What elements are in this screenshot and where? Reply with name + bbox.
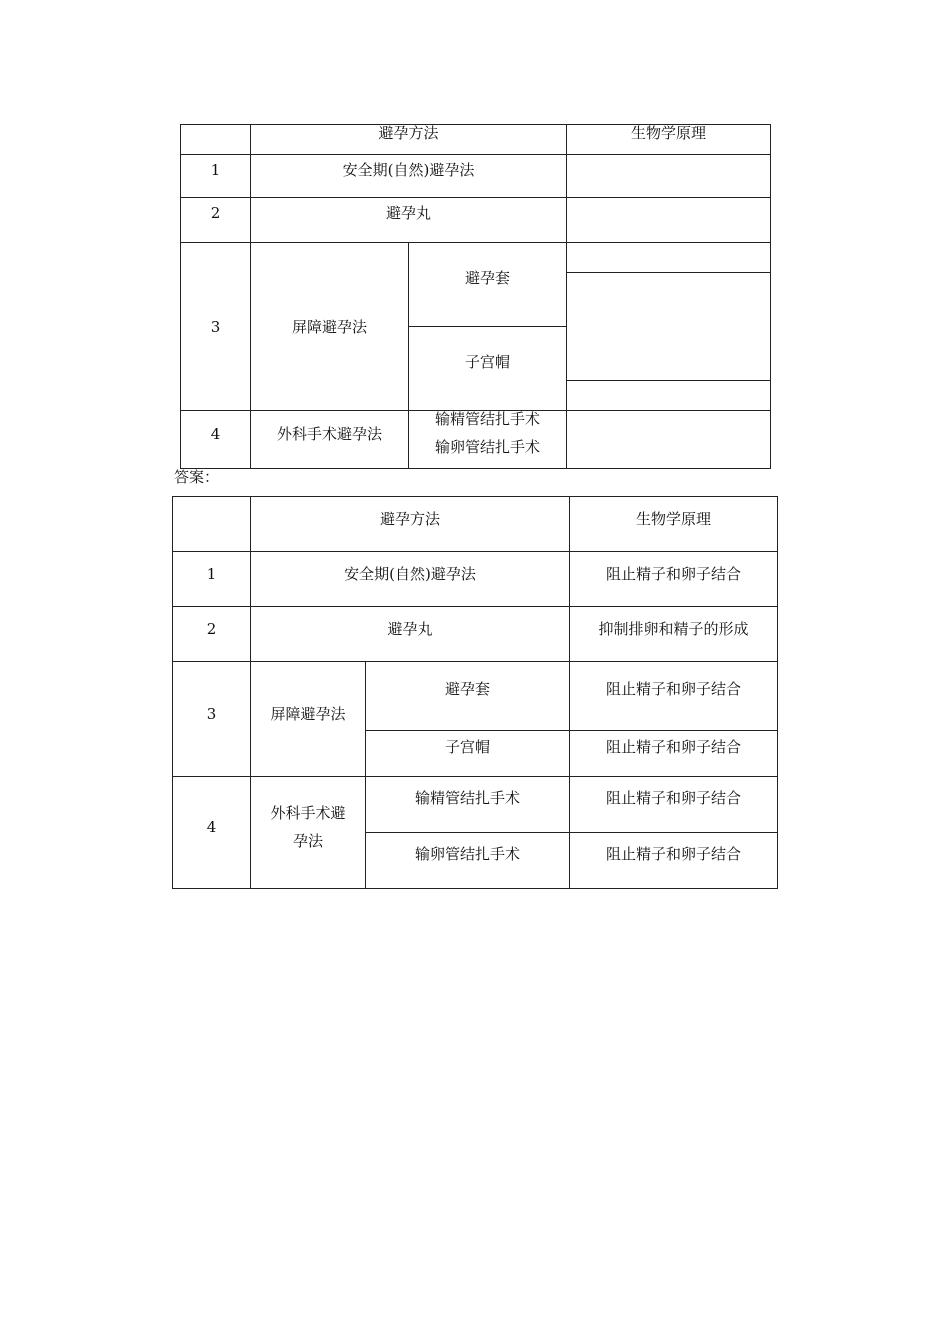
a-row-4-group-line-1: 外科手术避 bbox=[270, 804, 346, 822]
a-row-3-sub-1-method: 避孕套 bbox=[444, 680, 490, 698]
a-row-4-sub-2-principle: 阻止精子和卵子结合 bbox=[605, 845, 741, 863]
a-header-index bbox=[173, 497, 250, 541]
a-row-1-method: 安全期(自然)避孕法 bbox=[344, 565, 476, 583]
a-row-4-group-line-2: 孕法 bbox=[292, 832, 323, 850]
q-row-1-method: 安全期(自然)避孕法 bbox=[342, 161, 475, 179]
q-row-3-sub-2: 子宫帽 bbox=[464, 353, 510, 371]
q-header-principle: 生物学原理 bbox=[630, 124, 706, 142]
q-row-1-index: 1 bbox=[210, 161, 221, 179]
a-row-4-sub-1-principle: 阻止精子和卵子结合 bbox=[605, 789, 741, 807]
a-row-4-group bbox=[251, 777, 365, 877]
q-row-2-method: 避孕丸 bbox=[385, 204, 431, 222]
a-row-2-index: 2 bbox=[206, 620, 217, 638]
a-row-3-sub-2-method: 子宫帽 bbox=[444, 738, 490, 756]
a-row-3-sub-2-principle: 阻止精子和卵子结合 bbox=[605, 738, 741, 756]
a-row-1-principle: 阻止精子和卵子结合 bbox=[605, 565, 741, 583]
q-row-3-sub-1: 避孕套 bbox=[464, 269, 510, 287]
q-row-3-index: 3 bbox=[210, 317, 221, 336]
a-header-method: 避孕方法 bbox=[379, 510, 440, 528]
a-row-3-sub-1-principle: 阻止精子和卵子结合 bbox=[605, 680, 741, 698]
answer-label: 答案： bbox=[174, 468, 220, 486]
a-row-1-index: 1 bbox=[206, 565, 217, 583]
q-row-3-group: 屏障避孕法 bbox=[291, 317, 367, 336]
a-row-2-principle: 抑制排卵和精子的形成 bbox=[598, 620, 749, 638]
q-row-4-index: 4 bbox=[210, 424, 221, 443]
q-row-4-sub-1: 输精管结扎手术 bbox=[434, 410, 540, 428]
q-row-2-index: 2 bbox=[210, 204, 221, 222]
a-row-4-index: 4 bbox=[206, 818, 217, 836]
a-row-3-index: 3 bbox=[206, 705, 217, 723]
a-row-4-sub-1-method: 输精管结扎手术 bbox=[414, 789, 520, 807]
a-header-principle: 生物学原理 bbox=[635, 510, 711, 528]
q-row-4-group: 外科手术避孕法 bbox=[276, 424, 382, 443]
a-row-4-sub-2-method: 输卵管结扎手术 bbox=[414, 845, 520, 863]
a-row-2-method: 避孕丸 bbox=[387, 620, 433, 638]
q-header-method: 避孕方法 bbox=[378, 124, 439, 142]
q-row-4-sub-2: 输卵管结扎手术 bbox=[434, 438, 540, 456]
a-row-3-group: 屏障避孕法 bbox=[270, 705, 346, 723]
